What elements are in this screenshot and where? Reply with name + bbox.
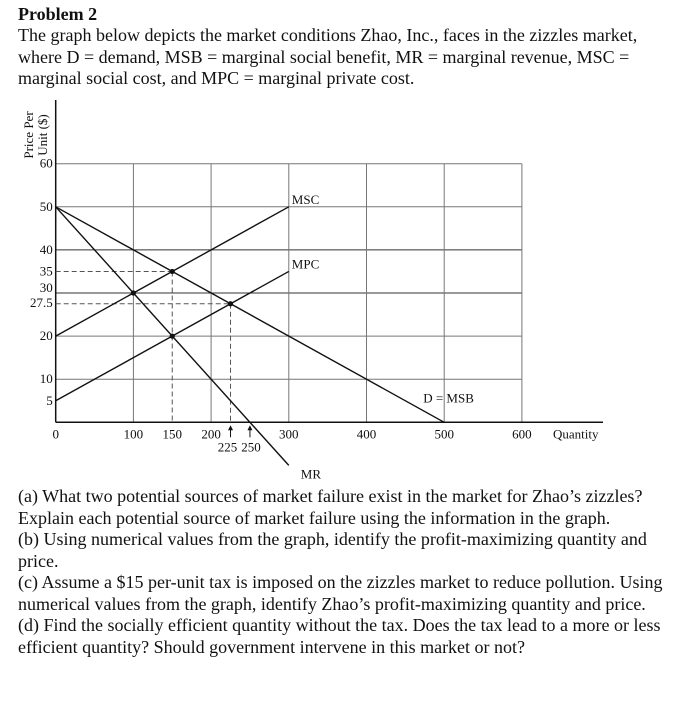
intersection-point <box>228 301 233 306</box>
supply-demand-chart <box>0 90 682 490</box>
question-a: (a) What two potential sources of market failure exist in the market for Zhao’s zizzles? Explain each potential source of market failure using the information in the graph. <box>18 486 643 528</box>
intersection-point <box>170 269 175 274</box>
x-tick-label: 100 <box>123 426 144 442</box>
x-tick-label: 200 <box>201 426 221 442</box>
x-tick-label: 250 <box>241 439 261 455</box>
y-tick-label: 60 <box>39 155 53 171</box>
problem-title: Problem 2 <box>18 4 98 24</box>
intersection-point <box>170 334 175 339</box>
x-tick-label: 400 <box>356 426 377 442</box>
y-tick-label: 40 <box>39 241 53 257</box>
y-axis-label: Unit ($) <box>35 114 50 156</box>
intersection-point <box>131 290 136 295</box>
y-tick-label: 27.5 <box>29 294 53 310</box>
x-tick-label: 300 <box>279 426 299 442</box>
y-tick-label: 20 <box>39 328 53 344</box>
y-axis-label: Price Per <box>21 111 36 159</box>
x-tick-label: 0 <box>52 426 59 442</box>
series-label: MSC <box>291 191 320 207</box>
arrow-icon <box>247 425 252 430</box>
y-tick-label: 5 <box>46 392 53 408</box>
series-label: D = MSB <box>423 390 474 406</box>
question-b: (b) Using numerical values from the graph, identify the profit-maximizing quantity and price. <box>18 529 647 571</box>
series-label: MPC <box>291 256 320 272</box>
series-line-d-msb <box>56 207 445 422</box>
problem-intro: The graph below depicts the market conditions Zhao, Inc., faces in the zizzles market, where D = demand, MSB = marginal social benefit, MR = marginal revenue, MSC = marginal social cost, and MPC = marginal private cost. <box>18 25 638 88</box>
y-tick-label: 10 <box>39 371 53 387</box>
series-label: MR <box>300 466 322 482</box>
question-c: (c) Assume a $15 per-unit tax is imposed on the zizzles market to reduce pollution. Using numerical values from the graph, identify Zhao’s profit-maximizing quantity and price. <box>18 572 663 614</box>
x-tick-label: 225 <box>217 439 238 455</box>
questions <box>18 486 678 658</box>
x-axis-label: Quantity <box>553 426 599 442</box>
x-tick-label: 150 <box>162 426 182 442</box>
y-tick-label: 30 <box>39 280 53 295</box>
y-tick-label: 35 <box>39 263 53 279</box>
y-tick-label: 50 <box>39 198 53 214</box>
x-tick-label: 600 <box>512 426 532 442</box>
arrow-icon <box>228 425 233 430</box>
question-d: (d) Find the socially efficient quantity without the tax. Does the tax lead to a more or less efficient quantity? Should government intervene in this market or not? <box>18 615 661 657</box>
x-tick-label: 500 <box>434 426 454 442</box>
